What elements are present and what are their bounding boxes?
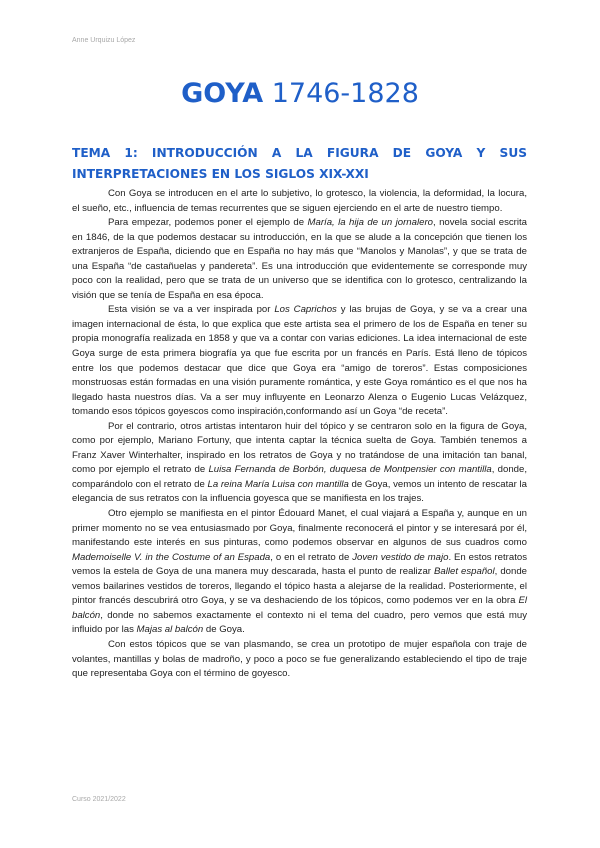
title-name: GOYA [181,78,264,109]
p3-text-b: y las brujas de Goya, y se va a crear una imagen internacional de ésta, lo que explica que este artista sea el primero de los de España en tener su propia monografía realizada en 1858 y que va a contar con varias ediciones. La idea internacional de este Goya surge de esta primera biografía ya que fue escrita por un francés en París. Está lleno de tópicos entre los que podemos destacar que dice que Goya era “amigo de toreros”. Estas composiciones monstruosas están formadas en una visión puramente romántica, y este Goya romántico es el que nos ha llegado hasta nuestros días. Va a ser muy influyente en Leonarzo Alenza o Eugenio Lucas Velázquez, tomando esos tópicos goyescos como inspiración,conformando así un Goya “de receta”. [72,304,527,418]
p5-text-c: . En estos retratos vemos la estela de Goya de una manera muy descarada, hasta el punto de realizar [72,551,528,578]
footer-course: Curso 2021/2022 [72,796,126,803]
page-title [0,78,600,109]
section-heading-line2: INTERPRETACIONES EN LOS SIGLOS XIX-XXI [72,167,369,181]
body-text [72,187,527,682]
header-author: Anne Urquizu López [72,37,136,44]
p5-italic-title-1: Mademoiselle V. in the Costume of an Espada [72,551,271,563]
p3-italic-title-1: Los Caprichos [274,304,337,316]
p5-italic-title-5: Majas al balcón [136,624,204,636]
paragraph-3 [72,303,527,419]
p4-text-a: Por el contrario, otros artistas intentaron huir del tópico y se centraron solo en la figura de Goya, como por ejemplo, Mariano Fortuny, que intenta captar la técnica suelta de Goya. También tenemos a Franz Xaver Winterhalter, inspirado en los retratos de Goya y no tratándose de una imitación tan banal, como por ejemplo el retrato de [72,420,527,476]
p5-text-e: , donde no sabemos exactamente el contexto ni el tema del cuadro, pero vemos que está muy influido por las [72,609,527,636]
paragraph-4 [72,420,527,507]
p2-text-a: Para empezar, podemos poner el ejemplo de [108,217,308,229]
p2-text-b: , novela social escrita en 1846, de la que podemos destacar su introducción, en la que se alude a la concepción que tienen los extranjeros de España, diciendo que en España no hay más que “Manolos y Manolas”, y que se trata de una España “de castañuelas y pandereta”. Es una introducción que evidentemente se corresponde muy poco con la realidad, pero que se trata de un universo que se identifica con lo grotesco, centralizando la visión que se tenía de España en esa época. [72,217,528,301]
p4-text-b: , donde, comparándolo con el retrato de [72,464,528,490]
paragraph-6: Con estos tópicos que se van plasmando, se crea un prototipo de mujer española con traje de volantes, mantillas y bolas de madroño, y poco a poco se fue generalizando estableciendo el tipo de traje que representaba Goya con el término de goyesco. [72,638,527,680]
paragraph-5 [72,507,527,638]
section-heading-line1: TEMA 1: INTRODUCCIÓN A LA FIGURA DE GOYA Y SUS [72,146,527,160]
p5-italic-title-3: Ballet español [434,566,495,578]
p5-text-a: Otro ejemplo se manifiesta en el pintor Édouard Manet, el cual viajará a España y, aunque en un primer momento no se vea entusiasmado por Goya, finalmente reconocerá el pintor y se interesará por él, manifestando este interés en sus pinturas, como podemos observar en algunos de sus cuadros como [72,508,527,549]
section-heading [72,143,527,185]
p4-italic-title-2: La reina María Luisa con mantilla [207,478,349,490]
p5-text-f: de Goya. [203,624,245,636]
p5-text-d: , donde vemos bailarines vestidos de toreros, llegando el tópico hasta a alejarse de la realidad. Posteriormente, el pintor francés descubrirá otro Goya, y se va deshaciendo de los tópicos, como podemos ver en la obra [72,566,527,607]
title-years: 1746-1828 [271,78,419,109]
paragraph-2 [72,216,527,303]
p4-text-c: de Goya, vemos un intento de rescatar la elegancia de sus retratos con la influencia goyesca que se manifiesta en los trajes. [72,478,527,505]
p2-italic-title-1: María, la hija de un jornalero [307,217,433,229]
p5-italic-title-4: El balcón [72,595,527,621]
paragraph-1: Con Goya se introducen en el arte lo subjetivo, lo grotesco, la violencia, la deformidad, la locura, el sueño, etc., influencia de temas recurrentes que se siguen ejerciendo en el arte de nuestro tiempo. [72,188,527,214]
p3-text-a: Esta visión se va a ver inspirada por [108,304,275,316]
p5-italic-title-2: Joven vestido de majo [352,551,449,563]
p5-text-b: , o en el retrato de [270,551,353,563]
p4-italic-title-1: Luisa Fernanda de Borbón, duquesa de Montpensier con mantilla [208,464,492,476]
